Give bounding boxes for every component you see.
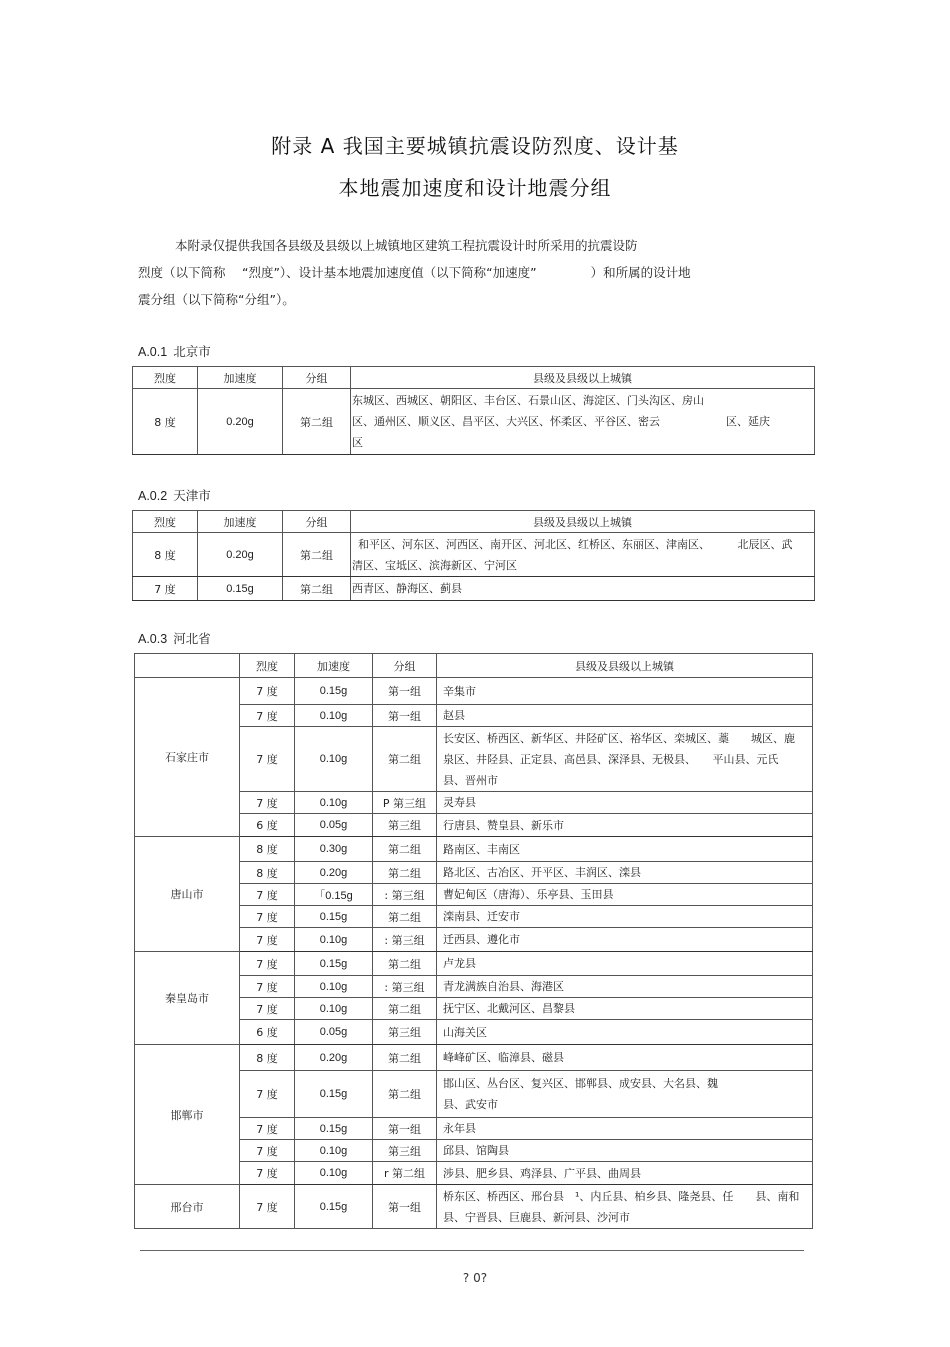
- cell-acceleration: 0.15g: [295, 906, 373, 928]
- cell-intensity: 8 度: [240, 1045, 295, 1071]
- cell-acceleration: 0.10g: [295, 928, 373, 952]
- section-name: 北京市: [173, 344, 211, 359]
- towns-line: 东城区、西城区、朝阳区、丰台区、石景山区、海淀区、门头沟区、房山: [352, 394, 704, 407]
- table-row: [133, 533, 815, 577]
- header-towns: 县级及县级以上城镇: [351, 511, 815, 533]
- table-header-row: [133, 367, 815, 389]
- table-header-row: [133, 511, 815, 533]
- header-acceleration: 加速度: [295, 654, 373, 678]
- cell-acceleration: 0.20g: [295, 862, 373, 884]
- towns-line: 泉区、井陉县、正定县、高邑县、深泽县、无极县、 平山县、元氏: [443, 752, 779, 766]
- table-tianjin: [132, 510, 815, 601]
- cell-intensity: 7 度: [240, 678, 295, 705]
- cell-acceleration: 0.20g: [198, 389, 283, 455]
- cell-intensity: 8 度: [133, 389, 198, 455]
- cell-intensity: 7 度: [240, 884, 295, 906]
- towns-line: 邯山区、丛台区、复兴区、邯郸县、成安县、大名县、魏: [443, 1077, 718, 1090]
- cell-towns: 青龙满族自治县、海港区: [437, 976, 813, 998]
- cell-intensity: 7 度: [240, 705, 295, 727]
- table-row: [135, 837, 813, 862]
- cell-towns: 涉县、肥乡县、鸡泽县、广平县、曲周县: [437, 1162, 813, 1185]
- cell-group: P 第三组: [373, 792, 437, 814]
- towns-line: 桥东区、桥西区、邢台县 ¹、内丘县、柏乡县、隆尧县、任 县、南和: [443, 1189, 800, 1203]
- cell-intensity: 6 度: [240, 1020, 295, 1045]
- section-heading-tianjin: [138, 486, 211, 504]
- towns-line: 区: [352, 436, 363, 449]
- header-group: 分组: [373, 654, 437, 678]
- table-hebei: [134, 653, 813, 1229]
- cell-intensity: 7 度: [240, 906, 295, 928]
- cell-towns: 曹妃甸区（唐海）、乐亭县、玉田县: [437, 884, 813, 906]
- city-cell: 邯郸市: [135, 1045, 240, 1185]
- cell-intensity: 7 度: [240, 1162, 295, 1185]
- section-number: A.0.1: [138, 345, 168, 359]
- section-name: 天津市: [173, 488, 211, 503]
- towns-line: 县、晋州市: [443, 773, 498, 787]
- cell-towns: 邱县、馆陶县: [437, 1140, 813, 1162]
- cell-towns: [437, 727, 813, 792]
- cell-towns: 赵县: [437, 705, 813, 727]
- city-cell: 秦皇岛市: [135, 952, 240, 1045]
- cell-group: : 第三组: [373, 884, 437, 906]
- header-towns: 县级及县级以上城镇: [437, 654, 813, 678]
- cell-group: 第二组: [373, 998, 437, 1020]
- appendix-title-line2: 本地震加速度和设计地震分组: [338, 176, 612, 200]
- cell-acceleration: 0.10g: [295, 1162, 373, 1185]
- header-acceleration: 加速度: [198, 367, 283, 389]
- footer-divider: [140, 1250, 804, 1251]
- cell-intensity: 8 度: [240, 837, 295, 862]
- towns-line: 清区、宝坻区、滨海新区、宁河区: [352, 558, 517, 572]
- towns-line: 县、宁晋县、巨鹿县、新河县、沙河市: [443, 1210, 630, 1224]
- table-row: [135, 1185, 813, 1229]
- cell-intensity: 7 度: [240, 1118, 295, 1140]
- cell-group: 第二组: [373, 862, 437, 884]
- page-number: ? 0?: [462, 1271, 488, 1285]
- cell-acceleration: 0.15g: [295, 678, 373, 705]
- cell-acceleration: 「0.15g: [295, 884, 373, 906]
- cell-group: 第三组: [373, 814, 437, 837]
- cell-intensity: 7 度: [240, 792, 295, 814]
- cell-group: 第二组: [373, 1071, 437, 1118]
- cell-group: 第三组: [373, 1140, 437, 1162]
- intro-paragraph-line2: 烈度（以下简称 “烈度”）、设计基本地震加速度值（以下简称“加速度” ）和所属的设计地: [138, 265, 691, 280]
- cell-group: r 第二组: [373, 1162, 437, 1185]
- cell-towns: [437, 1185, 813, 1229]
- cell-group: 第一组: [373, 1185, 437, 1229]
- cell-towns: 抚宁区、北戴河区、昌黎县: [437, 998, 813, 1020]
- cell-towns: [437, 1071, 813, 1118]
- cell-intensity: 7 度: [240, 1140, 295, 1162]
- cell-towns: 灵寿县: [437, 792, 813, 814]
- cell-acceleration: 0.20g: [198, 533, 283, 577]
- cell-towns: 卢龙县: [437, 952, 813, 976]
- cell-towns: 滦南县、迁安市: [437, 906, 813, 928]
- cell-acceleration: 0.10g: [295, 792, 373, 814]
- section-number: A.0.3: [138, 632, 168, 646]
- cell-towns: 山海关区: [437, 1020, 813, 1045]
- header-group: 分组: [283, 367, 351, 389]
- cell-group: 第二组: [283, 389, 351, 455]
- cell-towns: 辛集市: [437, 678, 813, 705]
- towns-line: 县、武安市: [443, 1098, 498, 1111]
- cell-group: 第二组: [373, 727, 437, 792]
- cell-intensity: 7 度: [240, 727, 295, 792]
- cell-intensity: 7 度: [240, 976, 295, 998]
- header-group: 分组: [283, 511, 351, 533]
- cell-acceleration: 0.20g: [295, 1045, 373, 1071]
- cell-acceleration: 0.10g: [295, 727, 373, 792]
- cell-acceleration: 0.15g: [295, 1185, 373, 1229]
- section-number: A.0.2: [138, 489, 168, 503]
- cell-towns: [351, 533, 815, 577]
- cell-group: 第一组: [373, 705, 437, 727]
- cell-intensity: 7 度: [133, 577, 198, 601]
- cell-towns: 西青区、静海区、蓟县: [351, 577, 815, 601]
- cell-group: 第三组: [373, 1020, 437, 1045]
- table-row: [135, 1045, 813, 1071]
- intro-paragraph-line3: 震分组（以下简称“分组”）。: [138, 292, 295, 307]
- cell-acceleration: 0.15g: [295, 1071, 373, 1118]
- cell-acceleration: 0.15g: [295, 952, 373, 976]
- cell-intensity: 7 度: [240, 1071, 295, 1118]
- cell-acceleration: 0.15g: [198, 577, 283, 601]
- cell-acceleration: 0.05g: [295, 1020, 373, 1045]
- cell-acceleration: 0.10g: [295, 705, 373, 727]
- header-intensity: 烈度: [240, 654, 295, 678]
- towns-line: 长安区、桥西区、新华区、井陉矿区、裕华区、栾城区、藁 城区、鹿: [443, 731, 795, 745]
- cell-group: 第一组: [373, 678, 437, 705]
- cell-acceleration: 0.10g: [295, 976, 373, 998]
- section-heading-hebei: [138, 629, 211, 647]
- city-cell: 唐山市: [135, 837, 240, 952]
- cell-group: 第二组: [373, 1045, 437, 1071]
- cell-intensity: 7 度: [240, 928, 295, 952]
- cell-intensity: 6 度: [240, 814, 295, 837]
- cell-group: 第一组: [373, 1118, 437, 1140]
- cell-acceleration: 0.30g: [295, 837, 373, 862]
- table-row: [135, 952, 813, 976]
- table-row: [133, 389, 815, 455]
- table-row: [133, 577, 815, 601]
- cell-group: 第二组: [283, 577, 351, 601]
- cell-towns: 路南区、丰南区: [437, 837, 813, 862]
- cell-intensity: 8 度: [133, 533, 198, 577]
- header-intensity: 烈度: [133, 367, 198, 389]
- cell-group: 第二组: [373, 837, 437, 862]
- cell-group: 第二组: [373, 952, 437, 976]
- section-heading-beijing: [138, 342, 211, 360]
- header-city: [135, 654, 240, 678]
- cell-acceleration: 0.05g: [295, 814, 373, 837]
- cell-intensity: 8 度: [240, 862, 295, 884]
- table-header-row: [135, 654, 813, 678]
- cell-acceleration: 0.15g: [295, 1118, 373, 1140]
- cell-towns: 迁西县、遵化市: [437, 928, 813, 952]
- header-intensity: 烈度: [133, 511, 198, 533]
- intro-paragraph-line1: 本附录仅提供我国各县级及县级以上城镇地区建筑工程抗震设计时所采用的抗震设防: [175, 238, 638, 253]
- cell-towns: 路北区、古冶区、开平区、丰润区、滦县: [437, 862, 813, 884]
- cell-group: : 第三组: [373, 976, 437, 998]
- appendix-title-line1: 附录 A 我国主要城镇抗震设防烈度、设计基: [271, 134, 679, 158]
- cell-group: 第二组: [373, 906, 437, 928]
- cell-intensity: 7 度: [240, 998, 295, 1020]
- cell-towns: 峰峰矿区、临漳县、磁县: [437, 1045, 813, 1071]
- cell-intensity: 7 度: [240, 952, 295, 976]
- cell-towns: 行唐县、赞皇县、新乐市: [437, 814, 813, 837]
- cell-group: : 第三组: [373, 928, 437, 952]
- header-acceleration: 加速度: [198, 511, 283, 533]
- towns-line: 区、通州区、顺义区、昌平区、大兴区、怀柔区、平谷区、密云 区、延庆: [352, 415, 770, 428]
- city-cell: 邢台市: [135, 1185, 240, 1229]
- header-towns: 县级及县级以上城镇: [351, 367, 815, 389]
- cell-towns: 永年县: [437, 1118, 813, 1140]
- cell-acceleration: 0.10g: [295, 998, 373, 1020]
- section-name: 河北省: [173, 631, 211, 646]
- table-row: [135, 678, 813, 705]
- towns-line: 和平区、河东区、河西区、南开区、河北区、红桥区、东丽区、津南区、 北辰区、武: [358, 537, 793, 551]
- cell-towns: [351, 389, 815, 455]
- cell-intensity: 7 度: [240, 1185, 295, 1229]
- cell-acceleration: 0.10g: [295, 1140, 373, 1162]
- table-beijing: [132, 366, 815, 455]
- city-cell: 石家庄市: [135, 678, 240, 837]
- cell-group: 第二组: [283, 533, 351, 577]
